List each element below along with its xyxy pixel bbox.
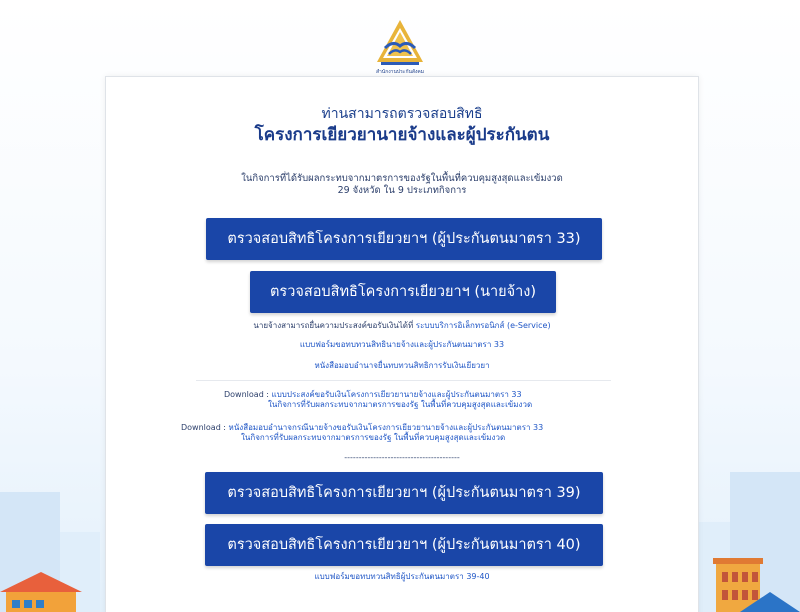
e-service-link[interactable]: ระบบบริการอิเล็กทรอนิกส์ (e-Service): [415, 321, 551, 330]
check-section39-button[interactable]: ตรวจสอบสิทธิโครงการเยียวยาฯ (ผู้ประกันตนมาตรา 39): [205, 472, 603, 514]
house-illustration: [0, 572, 82, 612]
check-employer-button[interactable]: ตรวจสอบสิทธิโครงการเยียวยาฯ (นายจ้าง): [250, 271, 556, 313]
roof-illustration: [740, 592, 800, 612]
employer-note: [106, 319, 698, 332]
download-prefix: Download :: [224, 390, 272, 399]
check-section33-button[interactable]: ตรวจสอบสิทธิโครงการเยียวยาฯ (ผู้ประกันตนมาตรา 33): [206, 218, 602, 260]
sso-logo: [373, 18, 427, 74]
power-of-attorney-link[interactable]: หนังสือมอบอำนาจยื่นทบทวนสิทธิการรับเงินเยียวยา: [314, 361, 490, 370]
page-heading-line1: ท่านสามารถตรวจสอบสิทธิ: [321, 106, 483, 122]
subtitle-line2: 29 จังหวัด ใน 9 ประเภทกิจการ: [337, 185, 467, 196]
review-form-3940-link[interactable]: แบบฟอร์มขอทบทวนสิทธิผู้ประกันตนมาตรา 39-40: [314, 572, 490, 581]
divider: [196, 380, 611, 381]
review-form-link[interactable]: แบบฟอร์มขอทบทวนสิทธินายจ้างและผู้ประกันตนมาตรา 33: [299, 340, 505, 349]
subtitle-line1: ในกิจการที่ได้รับผลกระทบจากมาตรการของรัฐในพื้นที่ควบคุมสูงสุดและเข้มงวด: [241, 173, 563, 184]
download-link-poa-line2[interactable]: ในกิจการที่รับผลกระทบจากมาตรการของรัฐ ในพื้นที่ควบคุมสูงสุดและเข้มงวด: [241, 433, 506, 442]
employer-note-text: นายจ้างสามารถยื่นความประสงค์ขอรับเงินได้ที่: [253, 321, 416, 330]
download-link-form33-line2[interactable]: ในกิจการที่รับผลกระทบจากมาตรการของรัฐ ในพื้นที่ควบคุมสูงสุดและเข้มงวด: [268, 400, 533, 409]
download-item: [224, 390, 604, 410]
page-title: โครงการเยียวยานายจ้างและผู้ประกันตน: [254, 125, 550, 145]
download-link-poa[interactable]: หนังสือมอบอำนาจกรณีนายจ้างขอรับเงินโครงการเยียวยานายจ้างและผู้ประกันตนมาตรา 33: [228, 423, 544, 432]
download-item: [181, 423, 641, 443]
check-section40-button[interactable]: ตรวจสอบสิทธิโครงการเยียวยาฯ (ผู้ประกันตนมาตรา 40): [205, 524, 603, 566]
page-subtitle: [106, 173, 698, 197]
sso-logo-icon: [373, 18, 427, 70]
logo-caption: สำนักงานประกันสังคม: [375, 69, 425, 75]
download-link-form33[interactable]: แบบประสงค์ขอรับเงินโครงการเยียวยานายจ้างและผู้ประกันตนมาตรา 33: [271, 390, 522, 399]
dashed-separator: ----------------------------------------: [344, 453, 460, 462]
download-prefix: Download :: [181, 423, 229, 432]
main-card: [105, 76, 699, 612]
